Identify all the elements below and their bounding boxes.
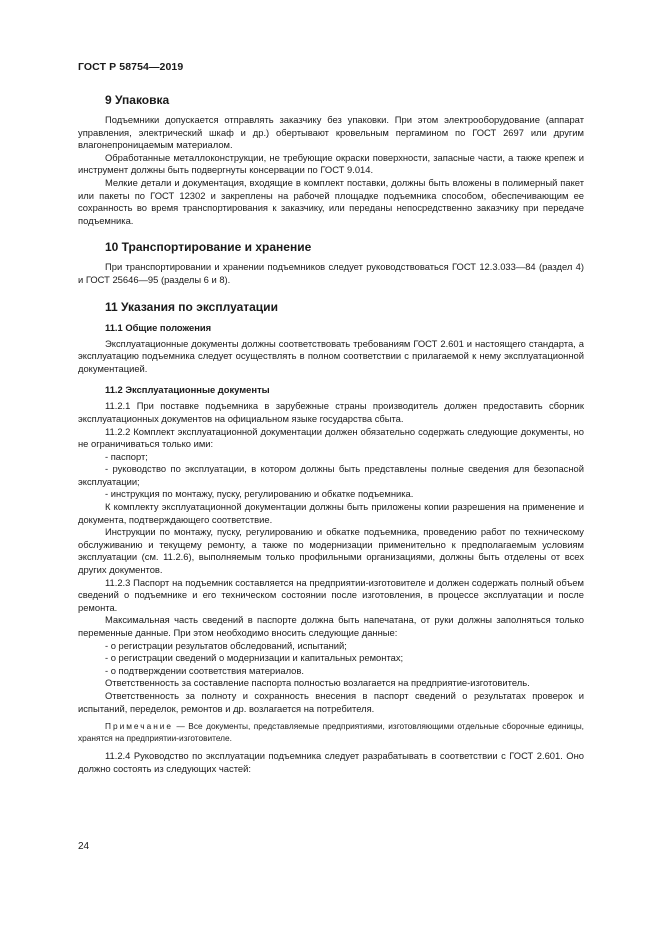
subsection-11-1-paragraph: Эксплуатационные документы должны соответствовать требованиям ГОСТ 2.601 и настоящего стандарта, а эксплуатацию подъемника следует осуществлять в полном соответствии с прилагаемой к нему эксплуатационной документацией. bbox=[78, 337, 584, 374]
section-10-paragraph-1: При транспортировании и хранении подъемников следует руководствоваться ГОСТ 12.3.033—84 (раздел 4) и ГОСТ 25646—95 (разделы 6 и 8). bbox=[78, 261, 584, 285]
responsibility-paragraph-1: Ответственность за составление паспорта полностью возлагается на предприятие-изготовитель. bbox=[105, 677, 530, 689]
passport-data-paragraph: Максимальная часть сведений в паспорте должна быть напечатана, от руки должны заполняться только переменные данные. При этом необходимо вносить следующие данные: bbox=[78, 614, 584, 638]
kit-paragraph: К комплекту эксплуатационной документации должны быть приложены копии разрешения на применение и документа, подтверждающего соответствие. bbox=[78, 501, 584, 525]
section-9-paragraph-2: Обработанные металлоконструкции, не требующие окраски поверхности, запасные части, а также крепеж и инструмент должны быть подвергнуты консервации по ГОСТ 9.014. bbox=[78, 151, 584, 176]
standard-header: ГОСТ Р 58754—2019 bbox=[78, 61, 184, 73]
section-9-title: 9 Упаковка bbox=[105, 93, 170, 107]
instructions-paragraph: Инструкции по монтажу, пуску, регулированию и обкатке подъемника, проведению работ по техническому обслуживанию и текущему ремонту, а также по модернизации применительно к предполагаемым условиям эксплуатации (см. 11.2.6), выполняемым только профильными организациями, должны быть отделены от всех других документов. bbox=[78, 526, 584, 576]
section-10 bbox=[78, 239, 584, 286]
list-item: - инструкция по монтажу, пуску, регулированию и обкатке подъемника. bbox=[105, 488, 414, 500]
responsibility-paragraph-2: Ответственность за полноту и сохранность внесения в паспорт сведений о результатах проверок и испытаний, переделок, ремонтов и др. возлагается на потребителя. bbox=[78, 689, 584, 714]
list-item: - о регистрации результатов обследований, испытаний; bbox=[105, 639, 347, 651]
list-item: - о регистрации сведений о модернизации и капитальных ремонтах; bbox=[105, 652, 404, 664]
clause-11-2-4: 11.2.4 Руководство по эксплуатации подъемника следует разрабатывать в соответствии с ГОСТ 2.601. Оно должно состоять из следующих частей: bbox=[78, 750, 584, 774]
section-10-title: 10 Транспортирование и хранение bbox=[105, 240, 312, 255]
note-label: Примечание bbox=[105, 721, 174, 732]
section-9 bbox=[78, 92, 584, 227]
note-text: — Все документы, представляемые предприятиями, изготовляющими отдельные сборочные единицы, хранятся на предприятии-изготовителе. bbox=[78, 721, 584, 743]
section-9-paragraph-3: Мелкие детали и документация, входящие в комплект поставки, должны быть вложены в полимерный пакет или пакеты по ГОСТ 12302 и закреплены на рабочей площадке подъемника способом, обеспечивающим ее сохранность во время транспортирования к заказчику, или переданы непосредственно заказчику при передаче подъемника. bbox=[78, 176, 584, 226]
section-9-paragraph-1: Подъемники допускается отправлять заказчику без упаковки. При этом электрооборудование (аппарат управления, электрический шкаф и др.) обертывают кровельным пергамином по ГОСТ 2697 или другим влагонепроницаемым материалом. bbox=[78, 114, 584, 151]
clause-11-2-3: 11.2.3 Паспорт на подъемник составляется на предприятии-изготовителе и должен содержать полный объем сведений о подъемнике и его техническом состоянии после изготовления, в процессе эксплуатации и после ремонта. bbox=[78, 576, 584, 613]
section-11-title: 11 Указания по эксплуатации bbox=[105, 299, 278, 314]
clause-11-2-1: 11.2.1 При поставке подъемника в зарубежные страны производитель должен предоставить сборник эксплуатационных документов на официальном языке государства сбыта. bbox=[78, 400, 584, 424]
page-number: 24 bbox=[78, 841, 90, 852]
page-content bbox=[78, 92, 584, 776]
section-11 bbox=[78, 299, 584, 776]
subsection-11-2-title: 11.2 Эксплуатационные документы bbox=[105, 384, 270, 396]
clause-11-2-2: 11.2.2 Комплект эксплуатационной документации должен обязательно содержать следующие документы, но не ограничиваться только ими: bbox=[78, 425, 584, 450]
subsection-11-1-title: 11.1 Общие положения bbox=[105, 321, 212, 333]
list-item: - паспорт; bbox=[105, 450, 148, 462]
list-item: - руководство по эксплуатации, в котором должны быть представлены полные сведения для безопасной эксплуатации; bbox=[78, 463, 584, 487]
list-item: - о подтверждении соответствия материалов. bbox=[105, 664, 304, 676]
note bbox=[78, 721, 584, 744]
